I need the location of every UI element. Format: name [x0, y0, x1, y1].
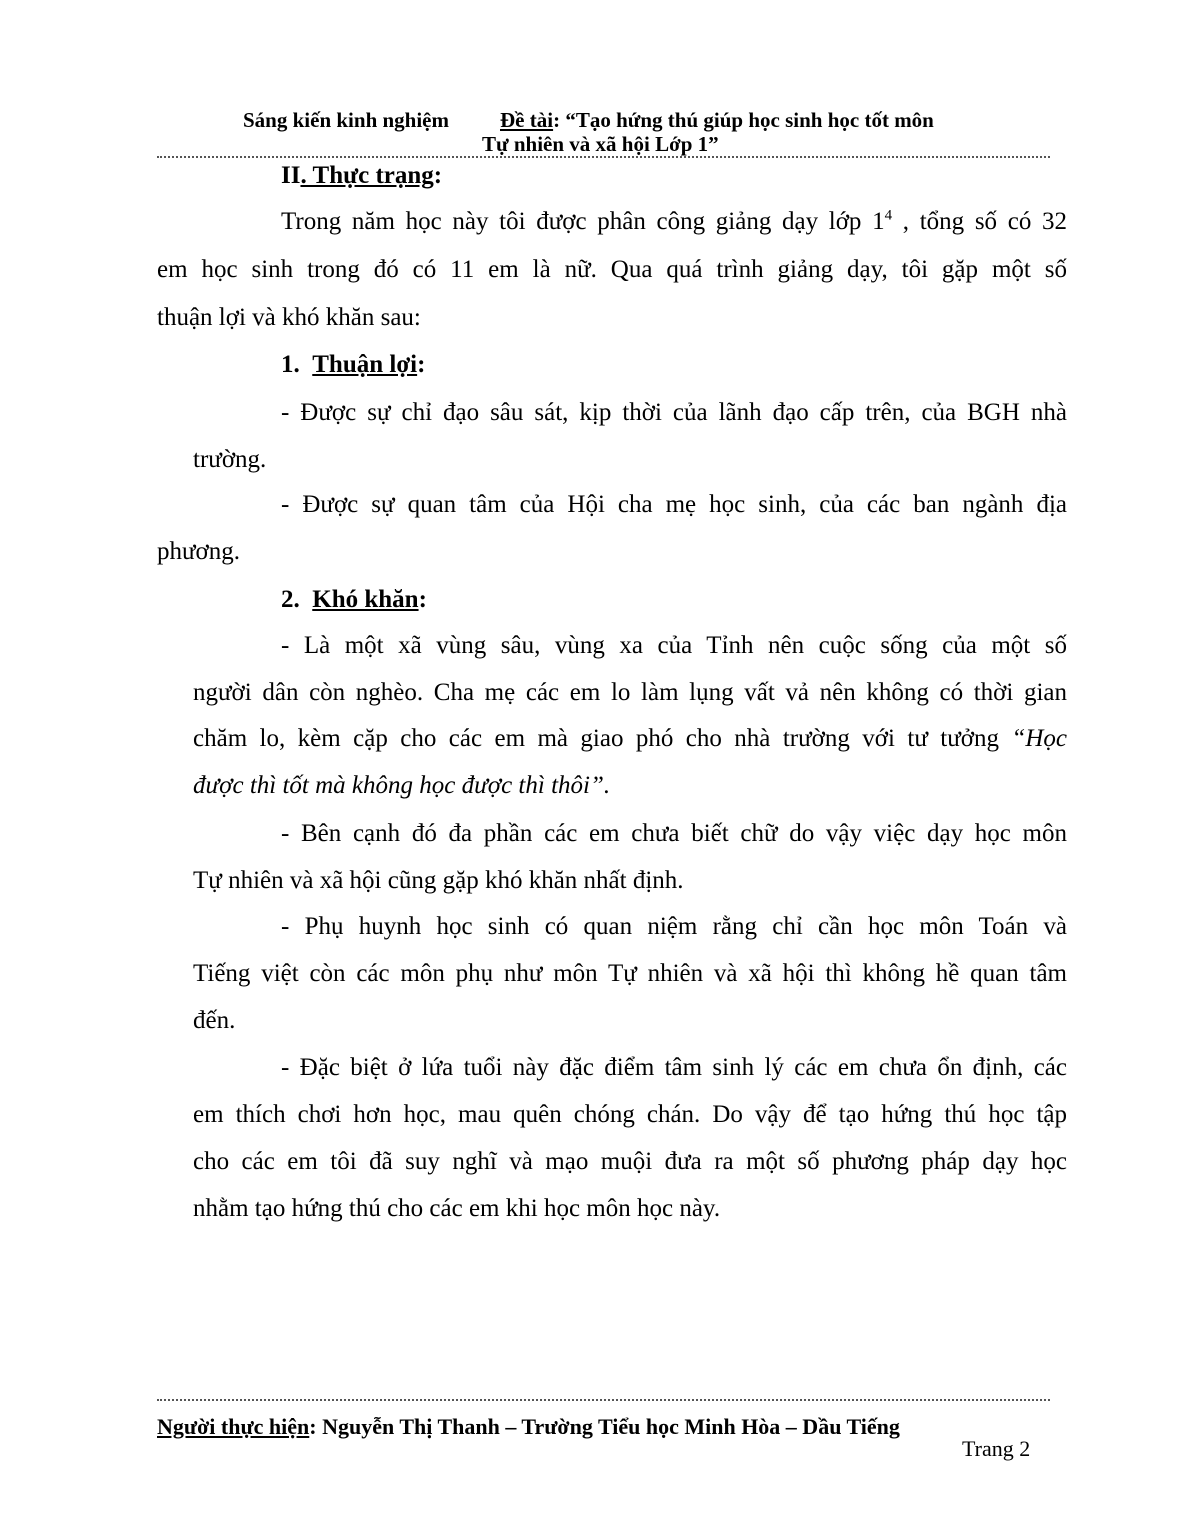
para1-text-b: , tổng số có 32	[892, 208, 1067, 235]
page-number: Trang 2	[962, 1436, 1031, 1461]
subheading-difficulties: 2. Khó khăn:	[281, 586, 427, 613]
author-text: : Nguyễn Thị Thanh – Trường Tiểu học Minh Hòa – Dầu Tiếng	[309, 1414, 900, 1439]
difficulty-4-line2: em thích chơi hơn học, mau quên chóng chán. Do vậy để tạo hứng thú học tập	[193, 1101, 1067, 1128]
para1-line1	[281, 198, 1067, 245]
section-heading-number: II	[281, 162, 301, 189]
subheading-title: Khó khăn	[312, 586, 419, 613]
subheading-title: Thuận lợi	[312, 351, 418, 378]
subheading-number: 2.	[281, 586, 300, 613]
difficulty-1-text: chăm lo, kèm cặp cho các em mà giao phó cho nhà trường với tư tưởng	[193, 725, 1000, 752]
difficulty-2-line2: Tự nhiên và xã hội cũng gặp khó khăn nhất định.	[193, 867, 684, 894]
advantage-2-line2: phương.	[157, 538, 241, 565]
quote-text: được thì tốt mà không học được thì thôi”.	[193, 772, 611, 799]
para1-line2: em học sinh trong đó có 11 em là nữ. Qua quá trình giảng dạy, tôi gặp một số	[157, 256, 1067, 283]
section-heading: II. Thực trạng:	[281, 162, 443, 189]
para1-text-a: Trong năm học này tôi được phân công giảng dạy lớp 1	[281, 208, 885, 235]
difficulty-1-line3	[193, 715, 1067, 762]
difficulty-3-line1: - Phụ huynh học sinh có quan niệm rằng chỉ cần học môn Toán và	[281, 913, 1067, 940]
difficulty-4-line4: nhằm tạo hứng thú cho các em khi học môn học này.	[193, 1195, 721, 1222]
difficulty-3-line2: Tiếng việt còn các môn phụ như môn Tự nhiên và xã hội thì không hề quan tâm	[193, 960, 1067, 987]
difficulty-1-line4	[193, 762, 610, 809]
footer-divider	[157, 1399, 1050, 1401]
difficulty-1-line1: - Là một xã vùng sâu, vùng xa của Tỉnh nên cuộc sống của một số	[281, 632, 1067, 659]
difficulty-4-line3: cho các em tôi đã suy nghĩ và mạo muội đưa ra một số phương pháp dạy học	[193, 1148, 1067, 1175]
advantage-2-line1: - Được sự quan tâm của Hội cha mẹ học sinh, của các ban ngành địa	[281, 491, 1067, 518]
difficulty-4-line1: - Đặc biệt ở lứa tuổi này đặc điểm tâm sinh lý các em chưa ổn định, các	[281, 1054, 1067, 1081]
section-heading-title: . Thực trạng	[300, 162, 434, 189]
difficulty-1-line2: người dân còn nghèo. Cha mẹ các em lo làm lụng vất vả nên không có thời gian	[193, 679, 1067, 706]
quote-start: “Học	[1011, 725, 1067, 752]
para1-line3: thuận lợi và khó khăn sau:	[157, 304, 421, 331]
footer-author	[157, 1415, 900, 1439]
difficulty-2-line1: - Bên cạnh đó đa phần các em chưa biết chữ do vậy việc dạy học môn	[281, 820, 1067, 847]
subheading-number: 1.	[281, 351, 300, 378]
author-label: Người thực hiện	[157, 1414, 310, 1439]
subheading-advantages: 1. Thuận lợi:	[281, 351, 426, 378]
advantage-1-line1: - Được sự chỉ đạo sâu sát, kịp thời của lãnh đạo cấp trên, của BGH nhà	[281, 399, 1067, 426]
class-superscript: 4	[884, 207, 893, 224]
advantage-1-line2: trường.	[193, 446, 267, 473]
header-title-line1: Đề tài: “Tạo hứng thú giúp học sinh học tốt môn	[500, 108, 934, 132]
header-left: Sáng kiến kinh nghiệm	[243, 108, 450, 132]
topic-label: Đề tài	[500, 108, 554, 132]
topic-title: “Tạo hứng thú giúp học sinh học tốt môn	[565, 108, 934, 132]
header-title-line2: Tự nhiên và xã hội Lớp 1”	[482, 132, 719, 156]
difficulty-3-line3: đến.	[193, 1007, 236, 1034]
